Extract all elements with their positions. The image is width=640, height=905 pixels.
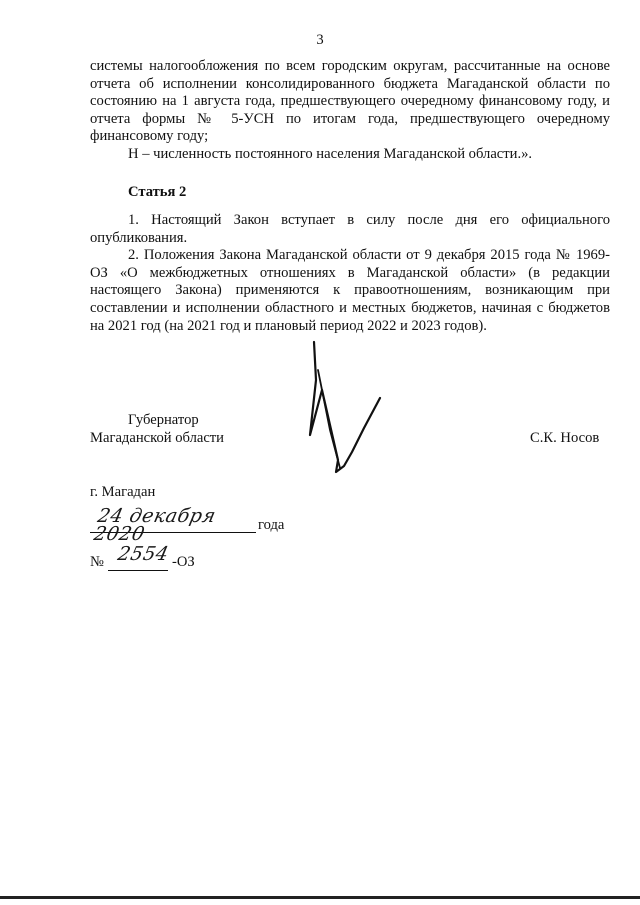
- date-suffix: года: [258, 517, 285, 533]
- article-item-1: 1. Настоящий Закон вступает в силу после дня его официального опубликования.: [90, 212, 610, 246]
- signatory-name: С.К. Носов: [530, 430, 600, 446]
- paragraph-continuation: системы налогообложения по всем городским округам, рассчитанные на основе отчета об исполнении консолидированного бюджета Магаданской области по состоянию на 1 августа года, предшествующего очередному финансовому году, и отчета формы № 5-УСН по итогам года, предшествующего очередному финансовому году;: [90, 58, 610, 145]
- article-heading: Статья 2: [128, 184, 187, 200]
- number-label: №: [90, 554, 104, 570]
- scan-edge-rule: [0, 896, 640, 899]
- article-body: [90, 212, 610, 335]
- handwritten-date: 24 декабря 2020: [91, 505, 218, 545]
- place-of-signing: г. Магадан: [90, 484, 156, 500]
- date-field: [90, 505, 256, 545]
- number-field: [108, 543, 171, 571]
- title-line-1: Губернатор: [128, 412, 199, 428]
- paragraph-population: Н – численность постоянного населения Магаданской области.».: [128, 145, 533, 162]
- article-item-2: 2. Положения Закона Магаданской области от 9 декабря 2015 года № 1969-ОЗ «О межбюджетных отношениях в Магаданской области» (в редакции настоящего Закона) применяются к правоотношениям, возникающим при составлении и исполнении областного и местных бюджетов, начиная с бюджетов на 2021 год (на 2021 год и плановый период 2022 и 2023 годов).: [90, 247, 610, 334]
- handwritten-signature: [300, 340, 390, 490]
- title-line-2: Магаданской области: [90, 429, 224, 446]
- handwritten-number: 2554: [115, 543, 171, 565]
- signatory-title: [90, 412, 270, 447]
- continuation-text: [90, 58, 610, 164]
- page-number: 3: [316, 32, 324, 48]
- number-suffix: -ОЗ: [172, 554, 195, 570]
